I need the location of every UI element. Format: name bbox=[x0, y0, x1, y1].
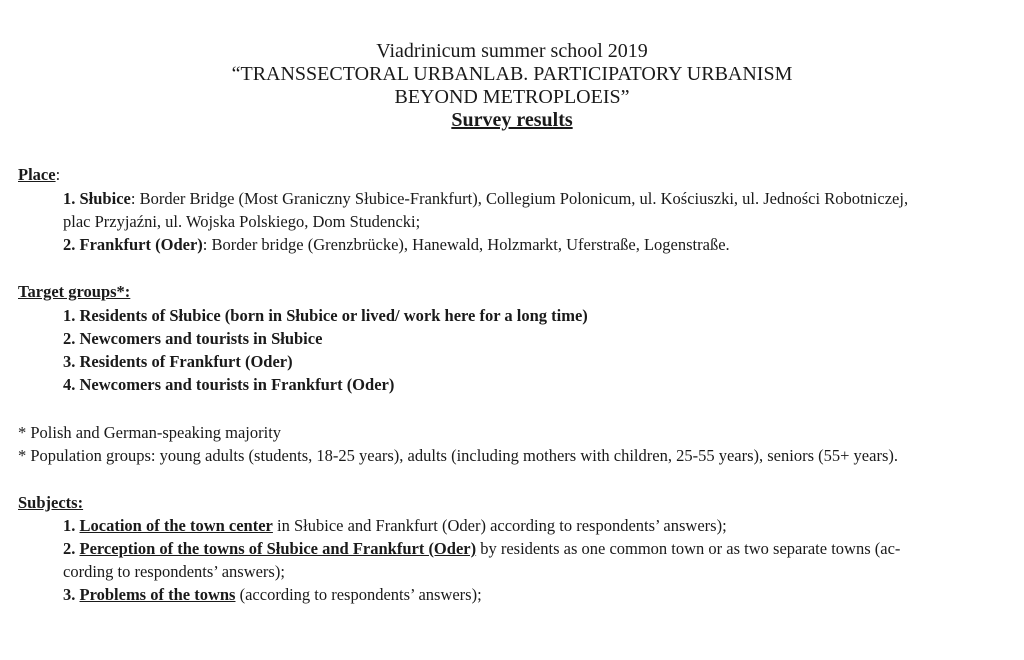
subject-item-3-num: 3. bbox=[63, 585, 80, 604]
subject-item-1-topic: Location of the town center bbox=[79, 516, 273, 535]
note-population: * Population groups: young adults (students, 18-25 years), adults (including mothers with children, 25-55 years), seniors (55+ years). bbox=[18, 446, 898, 465]
target-group-item: 3. Residents of Frankfurt (Oder) bbox=[63, 352, 293, 371]
survey-results-heading: Survey results bbox=[451, 109, 573, 131]
place-heading-line bbox=[18, 164, 60, 186]
subject-item-1-num: 1. bbox=[63, 516, 80, 535]
subjects-heading: Subjects: bbox=[18, 493, 84, 512]
subject-item-3 bbox=[63, 584, 482, 606]
title-line-3: BEYOND METROPLOEIS” bbox=[394, 86, 630, 108]
place-item-2-label: 2. Frankfurt (Oder) bbox=[63, 235, 203, 254]
document-title-block bbox=[0, 40, 1024, 132]
target-groups-heading: Target groups*: bbox=[18, 282, 131, 301]
note-language: * Polish and German-speaking majority bbox=[18, 423, 282, 442]
place-item-2 bbox=[63, 234, 730, 256]
subject-item-2-continuation: cording to respondents’ answers); bbox=[63, 562, 285, 581]
place-item-1-label: 1. Słubice bbox=[63, 189, 131, 208]
title-line-2: “TRANSSECTORAL URBANLAB. PARTICIPATORY URBANISM bbox=[231, 63, 793, 85]
place-item-1-continuation: plac Przyjaźni, ul. Wojska Polskiego, Dom Studencki; bbox=[63, 212, 421, 231]
place-item-1 bbox=[63, 188, 908, 210]
subject-item-3-text: (according to respondents’ answers); bbox=[235, 585, 482, 604]
place-item-1-text: : Border Bridge (Most Graniczny Słubice-Frankfurt), Collegium Polonicum, ul. Kościuszki, ul. Jedności Robotniczej, bbox=[130, 189, 909, 208]
subject-item-2-topic: Perception of the towns of Słubice and Frankfurt (Oder) bbox=[79, 539, 477, 558]
subject-item-2 bbox=[63, 538, 900, 560]
place-item-2-text: : Border bridge (Grenzbrücke), Hanewald, Holzmarkt, Uferstraße, Logenstraße. bbox=[202, 235, 730, 254]
place-heading-colon: : bbox=[55, 165, 61, 184]
title-line-1: Viadrinicum summer school 2019 bbox=[376, 40, 648, 62]
target-group-item: 4. Newcomers and tourists in Frankfurt (Oder) bbox=[63, 375, 395, 394]
target-group-item: 1. Residents of Słubice (born in Słubice or lived/ work here for a long time) bbox=[63, 306, 588, 325]
subject-item-1 bbox=[63, 515, 727, 537]
subject-item-3-topic: Problems of the towns bbox=[79, 585, 236, 604]
place-heading: Place bbox=[18, 165, 56, 184]
subject-item-2-num: 2. bbox=[63, 539, 80, 558]
subject-item-1-text: in Słubice and Frankfurt (Oder) according to respondents’ answers); bbox=[272, 516, 727, 535]
target-group-item: 2. Newcomers and tourists in Słubice bbox=[63, 329, 323, 348]
subject-item-2-text: by residents as one common town or as two separate towns (ac- bbox=[476, 539, 901, 558]
